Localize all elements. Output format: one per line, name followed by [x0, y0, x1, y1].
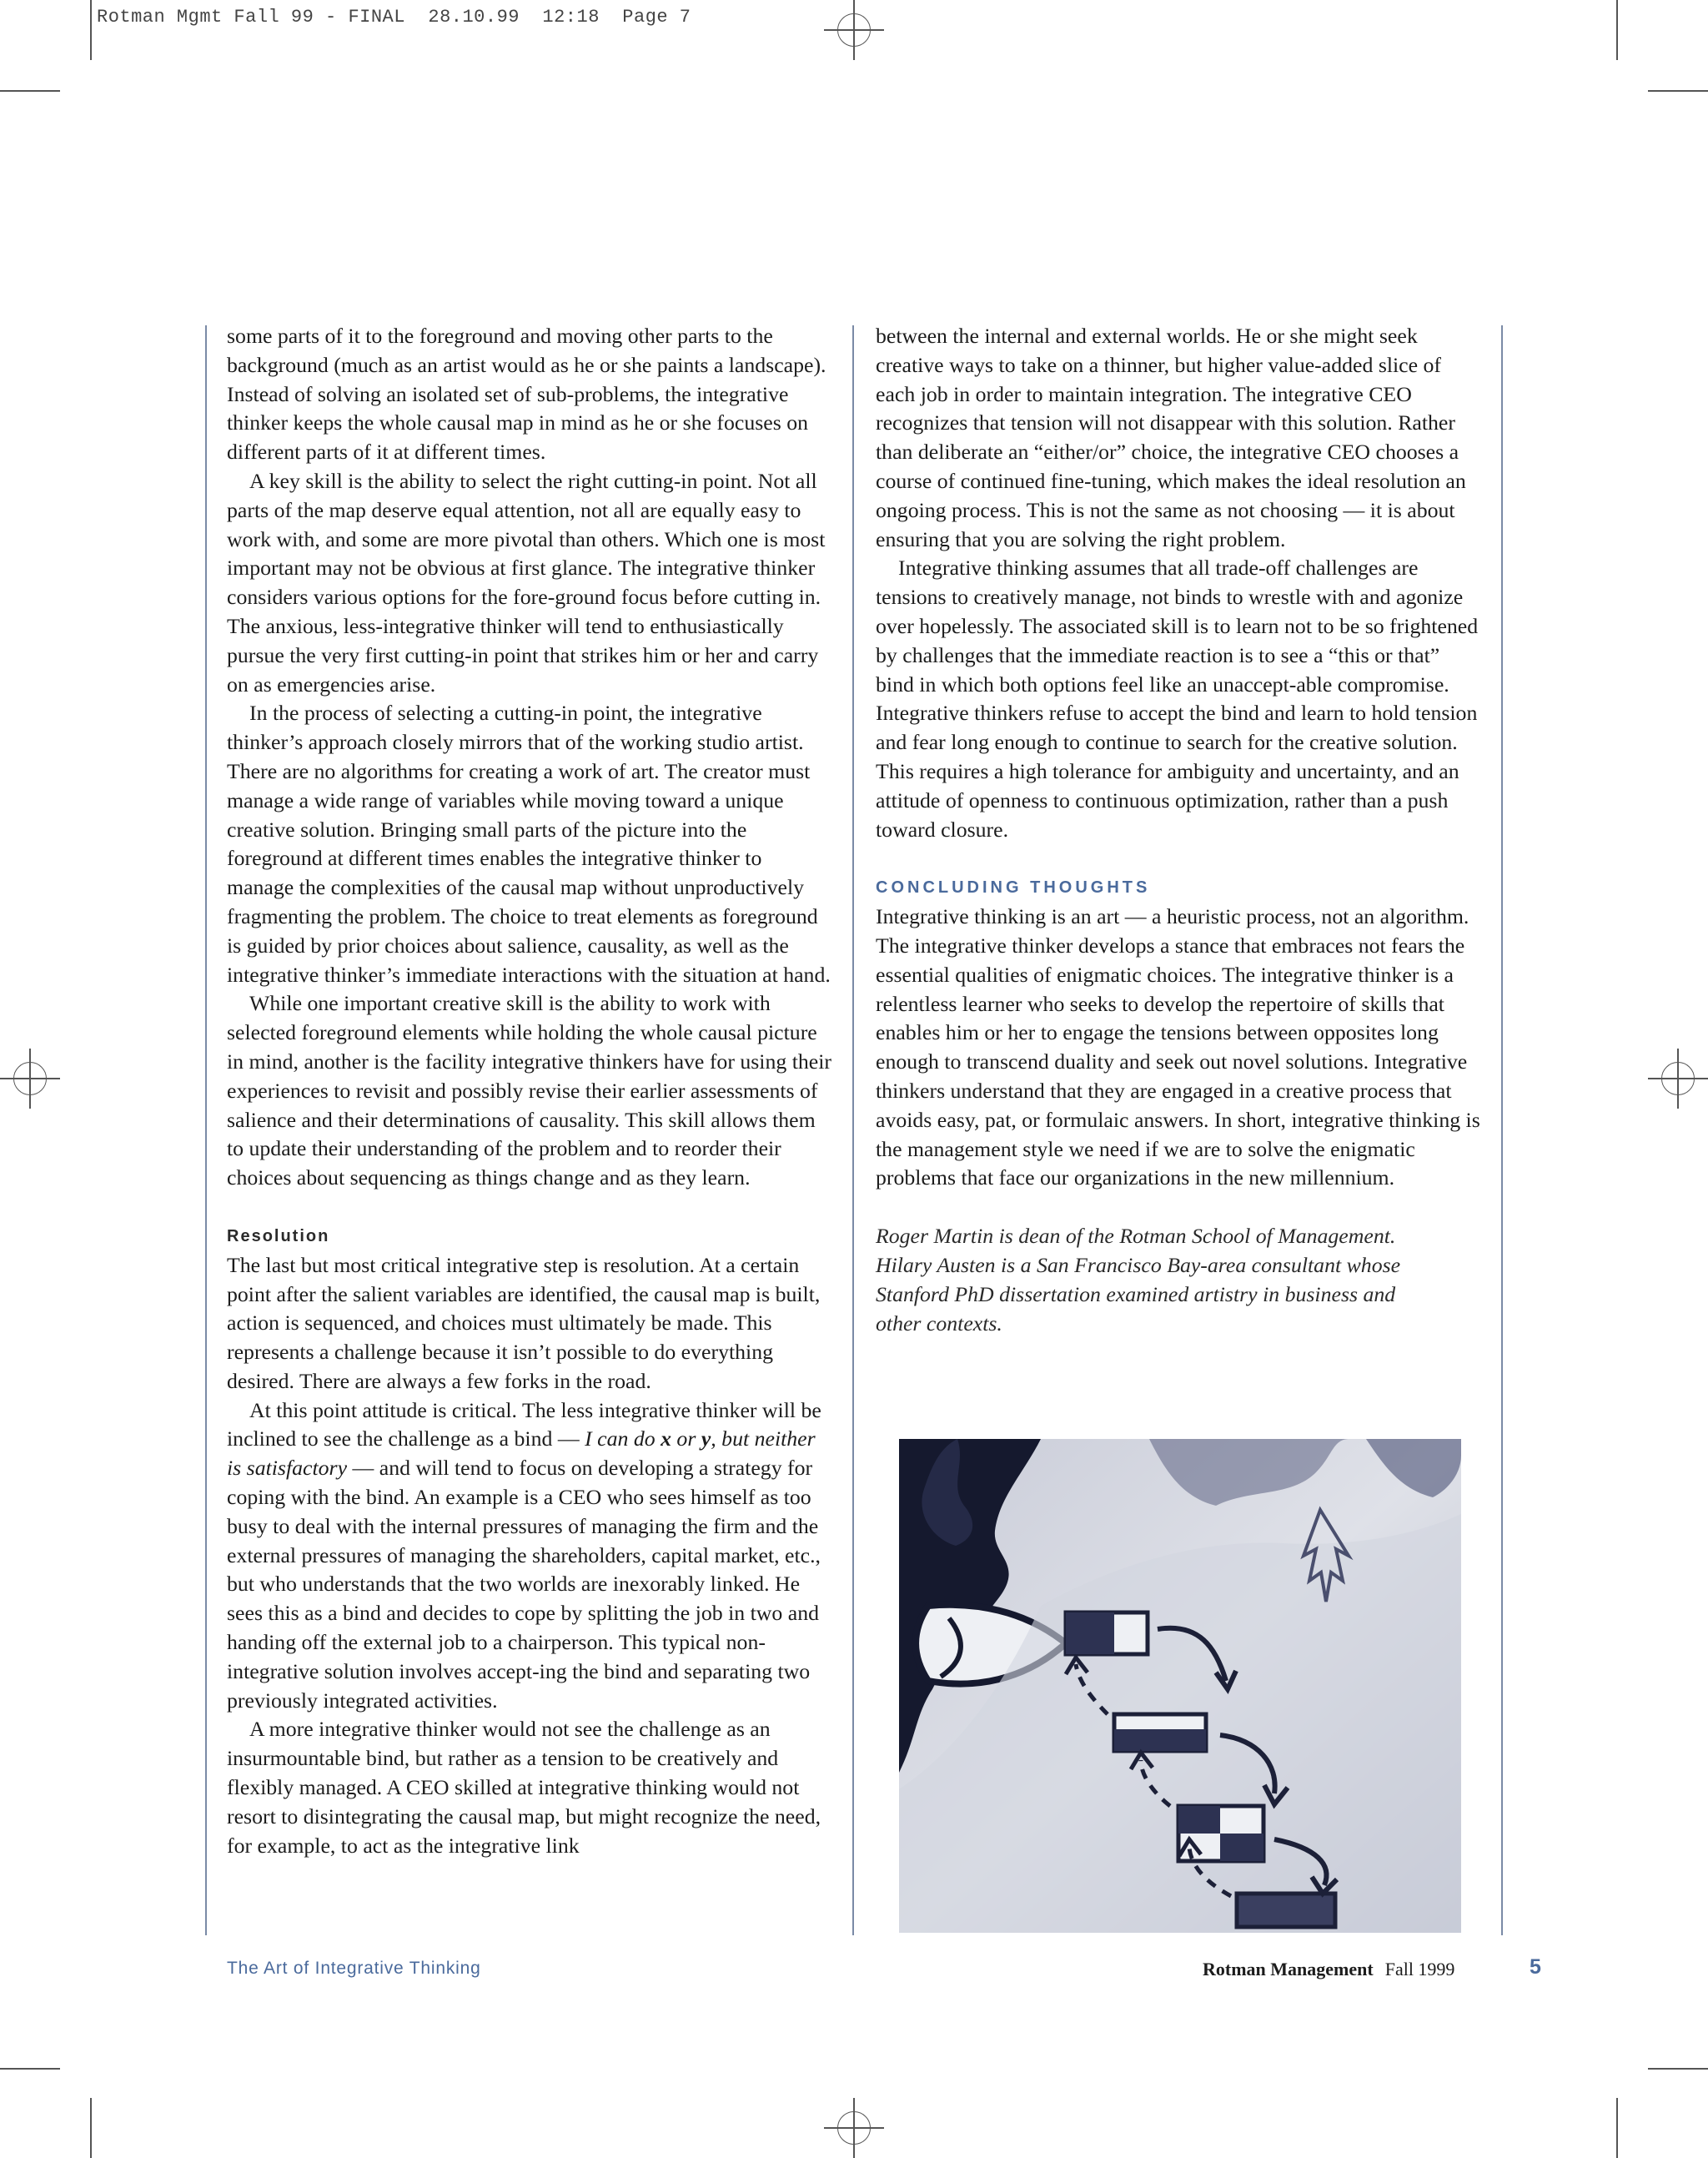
italic-text: or [671, 1426, 701, 1451]
italic-text: , but neither is satisfactory [227, 1426, 816, 1481]
italic-text: I can do [585, 1426, 661, 1451]
face-with-flowchart-drawing [899, 1439, 1461, 1933]
crop-mark [1616, 2098, 1618, 2158]
page-number: 5 [1530, 1955, 1541, 1979]
footer-article-title: The Art of Integrative Thinking [227, 1959, 481, 1978]
section-heading-resolution: Resolution [227, 1226, 330, 1245]
crop-mark [90, 0, 92, 60]
crop-mark [1648, 2068, 1708, 2070]
body-paragraph: A more integrative thinker would not see the challenge as an insurmountable bind, but rather as a tension to be creatively and flexibly managed. A CEO skilled at integrative thinking would not resort to disintegrating the causal map, but might recognize the need, for example, to act as the integrative link [227, 1717, 821, 1858]
magazine-name: Rotman Management [1203, 1959, 1374, 1979]
body-paragraph: A key skill is the ability to select the right cutting-in point. Not all parts of the map deserve equal attention, not all are equally easy to work with, and some are more pivotal than others. Which one is most important may not be obvious at first glance. The integrative thinker considers various options for the fore-ground focus before cutting in. The anxious, less-integrative thinker will tend to enthusiastically pursue the very first cutting-in point that strikes him or her and carry on as emergencies arise. [227, 468, 826, 697]
crop-mark [1648, 90, 1708, 92]
crop-mark [0, 2068, 60, 2070]
author-bio: Roger Martin is dean of the Rotman School of Management. Hilary Austen is a San Francisco Bay-area consultant whose Stanford PhD dissertation examined artistry in business and other contexts. [876, 1224, 1401, 1336]
crop-mark [90, 2098, 92, 2158]
registration-mark-bottom [824, 2098, 884, 2158]
right-column [876, 322, 1483, 1338]
footer-publication [1203, 1959, 1454, 1980]
body-paragraph: some parts of it to the foreground and moving other parts to the background (much as an artist would as he or she paints a landscape). Instead of solving an isolated set of sub-problems, the integrative thinker keeps the whole causal map in mind as he or she focuses on different parts of it at different times. [227, 324, 826, 465]
body-paragraph: The last but most critical integrative step is resolution. At a certain point after the salient variables are identified, the causal map is built, action is sequenced, and choices must ultimately be made. This represents a challenge because it isn’t possible to do everything desired. There are always a few forks in the road. [227, 1252, 821, 1393]
variable-y: y [701, 1426, 711, 1451]
registration-mark-top [824, 0, 884, 60]
body-paragraph [227, 1396, 834, 1716]
body-paragraph: In the process of selecting a cutting-in point, the integrative thinker’s approach closely mirrors that of the working studio artist. There are no algorithms for creating a work of art. The creator must manage a wide range of variables while moving toward a unique creative solution. Bringing small parts of the picture into the foreground at different times enables the integrative thinker to manage the complexities of the causal map without unproductively fragmenting the problem. The choice to treat elements as foreground is guided by prior choices about salience, causality, as well as the integrative thinker’s immediate interactions with the situation at hand. [227, 701, 831, 987]
right-column-rule [1501, 325, 1503, 1935]
registration-mark-right [1648, 1049, 1708, 1109]
body-paragraph: Integrative thinking is an art — a heuristic process, not an algorithm. The integrative thinker develops a stance that embraces not fears the essential qualities of enigmatic choices. The integrative thinker is a relentless learner who seeks to develop the repertoire of skills that enables him or her to engage the tensions between opposites long enough to transcend duality and seek out novel solutions. Integrative thinkers understand that they are engaged in a creative process that avoids easy, pat, or formulaic answers. In short, integrative thinking is the management style we need if we are to solve the enigmatic problems that face our organizations in the new millennium. [876, 904, 1480, 1190]
body-paragraph: between the internal and external worlds. He or she might seek creative ways to take on a thinner, but higher value-added slice of each job in order to maintain integration. The integrative CEO recognizes that tension will not disappear with this solution. Rather than deliberate an “either/or” choice, the integrative CEO chooses a course of continued fine-tuning, which makes the ideal resolution an ongoing process. This is not the same as not choosing — it is about ensuring that you are solving the right problem. [876, 324, 1466, 551]
center-column-rule [852, 325, 854, 1935]
issue-date: Fall 1999 [1384, 1959, 1455, 1979]
section-heading-concluding: CONCLUDING THOUGHTS [876, 878, 1151, 898]
registration-mark-left [0, 1049, 60, 1109]
text-run: — and will tend to focus on developing a strategy for coping with the bind. An example is a CEO who sees himself as too busy to deal with the internal pressures of managing the firm and the external pressures of managing the shareholders, capital market, etc., but who understands that the two worlds are inexorably linked. He sees this as a bind and decides to cope by splitting the job in two and handing off the external job to a chairperson. This typical non-integrative solution involves accept-ing the bind and separating two previously integrated activities. [227, 1456, 821, 1713]
body-paragraph: Integrative thinking assumes that all trade-off challenges are tensions to creatively manage, not binds to wrestle with and agonize over hopelessly. The associated skill is to learn not to be so frightened by challenges that the immediate reaction is to see a “this or that” bind in which both options feel like an unaccept-able compromise. Integrative thinkers refuse to accept the bind and learn to hold tension and fear long enough to continue to search for the creative solution. This requires a high tolerance for ambiguity and uncertainty, and an attitude of openness to continuous optimization, rather than a push toward closure. [876, 556, 1479, 842]
left-column-rule [205, 325, 207, 1935]
crop-mark [0, 90, 60, 92]
left-column [227, 322, 834, 1860]
crop-mark [1616, 0, 1618, 60]
printer-slug: Rotman Mgmt Fall 99 - FINAL 28.10.99 12:18 Page 7 [97, 7, 691, 28]
body-paragraph: While one important creative skill is the ability to work with selected foreground elements while holding the whole causal picture in mind, another is the facility integrative thinkers have for using their experiences to revisit and possibly revise their earlier assessments of salience and their determinations of causality. This skill allows them to update their understanding of the problem and to reorder their choices about sequencing as things change and as they learn. [227, 991, 831, 1190]
variable-x: x [661, 1426, 671, 1451]
text-run: At this point attitude is critical. The less integrative thinker will be inclined to see the challenge as a bind — [227, 1397, 821, 1451]
